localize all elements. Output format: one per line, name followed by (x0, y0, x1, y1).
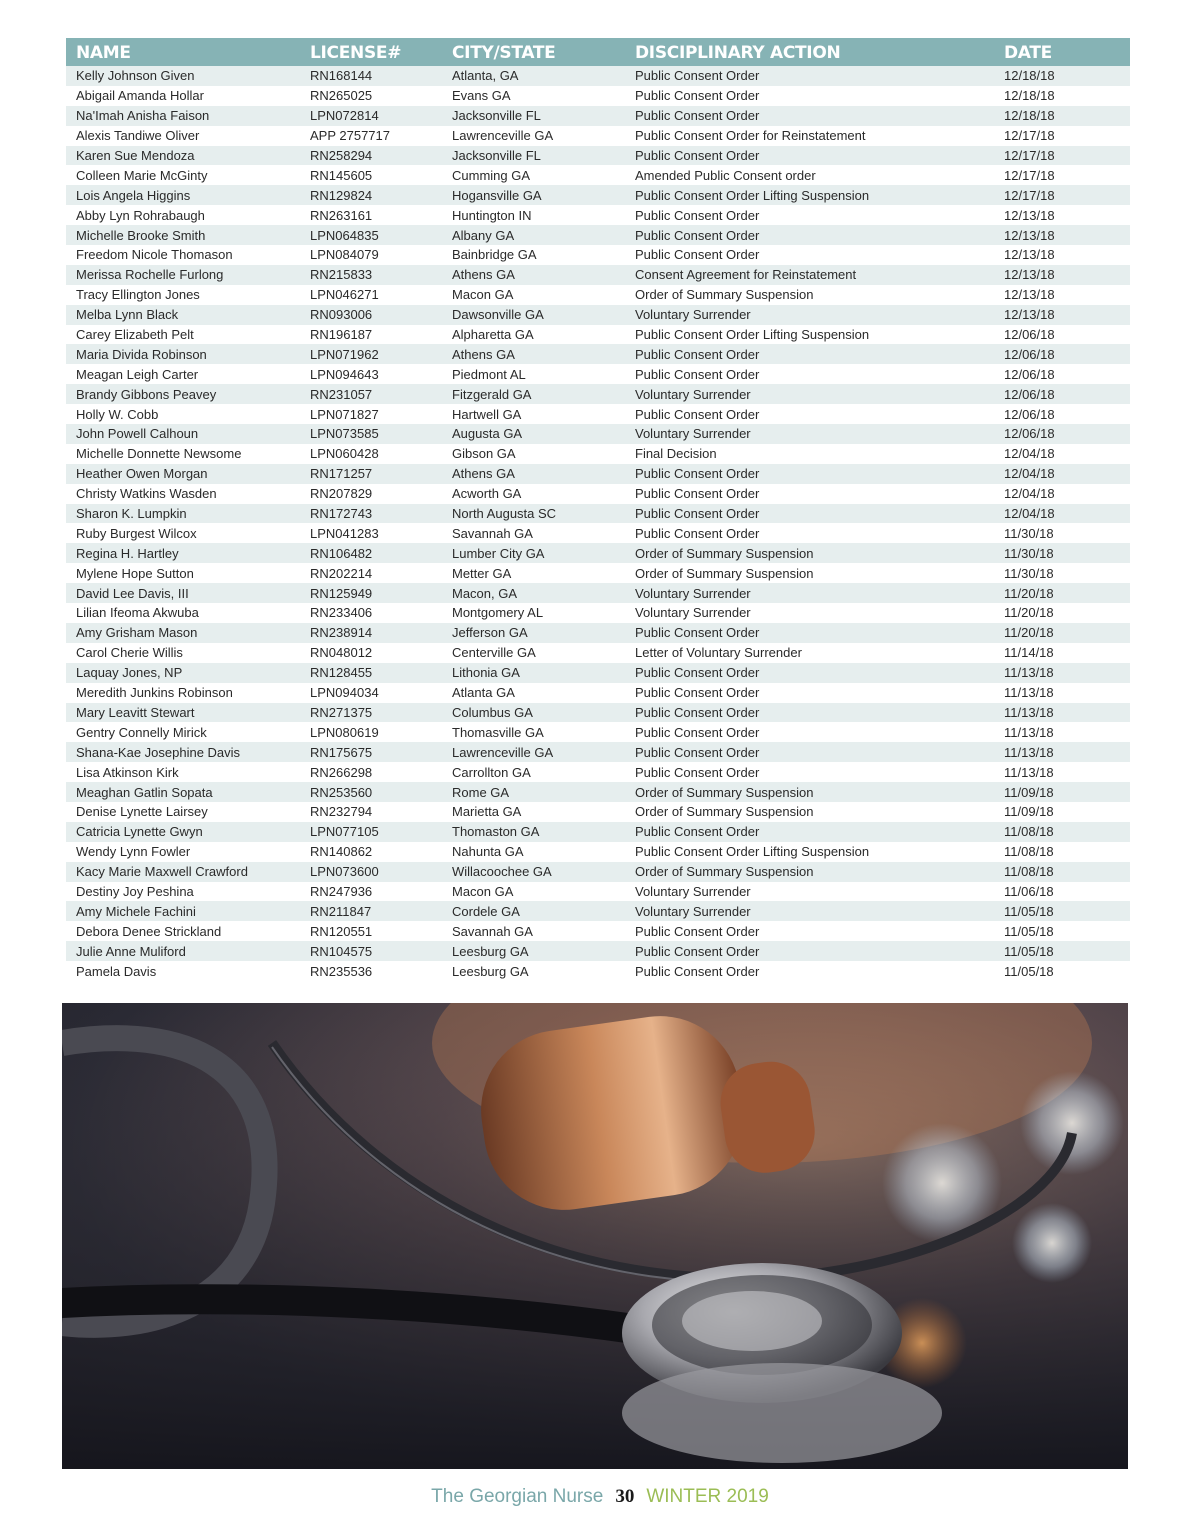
cell-disciplinary-action: Order of Summary Suspension (635, 545, 814, 561)
cell-city-state: Albany GA (452, 227, 515, 243)
cell-license: LPN073600 (310, 864, 379, 880)
cell-license: RN128455 (310, 665, 373, 681)
cell-date: 11/30/18 (1004, 525, 1054, 541)
cell-disciplinary-action: Public Consent Order (635, 108, 760, 124)
cell-city-state: Metter GA (452, 565, 512, 581)
cell-date: 11/14/18 (1004, 645, 1054, 661)
cell-disciplinary-action: Voluntary Surrender (635, 903, 751, 919)
cell-date: 12/04/18 (1004, 446, 1055, 462)
cell-date: 12/13/18 (1004, 207, 1055, 223)
table-row (66, 444, 1130, 464)
cell-name: Karen Sue Mendoza (76, 148, 195, 163)
cell-date: 11/05/18 (1004, 903, 1054, 919)
cell-date: 12/04/18 (1004, 506, 1055, 522)
cell-disciplinary-action: Public Consent Order (635, 704, 760, 720)
cell-city-state: Dawsonville GA (452, 307, 544, 323)
cell-disciplinary-action: Public Consent Order (635, 346, 760, 362)
cell-city-state: Lawrenceville GA (452, 128, 554, 144)
cell-disciplinary-action: Voluntary Surrender (635, 605, 751, 621)
cell-date: 11/30/18 (1004, 545, 1054, 561)
table-row (66, 703, 1130, 723)
cell-name: Meredith Junkins Robinson (76, 685, 233, 701)
issue-label: WINTER 2019 (646, 1486, 769, 1507)
cell-date: 12/06/18 (1004, 406, 1055, 422)
cell-disciplinary-action: Voluntary Surrender (635, 307, 751, 323)
cell-license: LPN094643 (310, 366, 379, 382)
cell-date: 11/20/18 (1004, 605, 1054, 621)
cell-city-state: Huntington IN (452, 207, 532, 223)
table-header (66, 38, 1130, 66)
table-row (66, 384, 1130, 404)
cell-date: 12/17/18 (1004, 148, 1055, 163)
table-row (66, 742, 1130, 762)
cell-name: Heather Owen Morgan (76, 466, 208, 482)
cell-name: Brandy Gibbons Peavey (76, 386, 217, 402)
cell-date: 12/06/18 (1004, 386, 1055, 402)
cell-name: Holly W. Cobb (76, 406, 159, 422)
cell-disciplinary-action: Public Consent Order (635, 227, 760, 243)
cell-name: Freedom Nicole Thomason (76, 247, 233, 263)
header-disciplinary-action: DISCIPLINARY ACTION (635, 43, 841, 63)
table-row (66, 185, 1130, 205)
cell-license: RN125949 (310, 585, 373, 601)
table-row (66, 941, 1130, 961)
cell-license: LPN073585 (310, 426, 379, 442)
cell-license: RN120551 (310, 923, 373, 939)
table-row (66, 583, 1130, 603)
cell-city-state: Hartwell GA (452, 406, 522, 422)
table-row (66, 106, 1130, 126)
cell-date: 12/06/18 (1004, 327, 1055, 343)
table-row (66, 961, 1130, 981)
cell-city-state: Athens GA (452, 267, 515, 283)
cell-city-state: Centerville GA (452, 645, 536, 661)
cell-disciplinary-action: Public Consent Order (635, 744, 760, 760)
cell-city-state: Jacksonville FL (452, 148, 541, 163)
cell-name: Gentry Connelly Mirick (76, 724, 207, 740)
table-row (66, 325, 1130, 345)
cell-city-state: Fitzgerald GA (452, 386, 532, 402)
cell-disciplinary-action: Public Consent Order for Reinstatement (635, 128, 866, 144)
table-row (66, 364, 1130, 384)
cell-date: 11/13/18 (1004, 744, 1054, 760)
cell-date: 12/18/18 (1004, 108, 1055, 124)
cell-license: RN106482 (310, 545, 373, 561)
cell-license: RN238914 (310, 625, 373, 641)
page-footer (0, 1486, 1200, 1508)
cell-city-state: Piedmont AL (452, 366, 526, 382)
cell-disciplinary-action: Order of Summary Suspension (635, 565, 814, 581)
table-row (66, 643, 1130, 663)
cell-license: LPN064835 (310, 227, 379, 243)
cell-city-state: Leesburg GA (452, 963, 529, 979)
cell-date: 11/20/18 (1004, 585, 1054, 601)
cell-city-state: North Augusta SC (452, 506, 557, 522)
table-row (66, 663, 1130, 683)
cell-city-state: Leesburg GA (452, 943, 529, 959)
cell-name: Laquay Jones, NP (76, 665, 183, 681)
gavel-stethoscope-photo (62, 1003, 1128, 1469)
cell-city-state: Macon GA (452, 287, 514, 303)
cell-city-state: Atlanta GA (452, 685, 515, 701)
cell-license: RN140862 (310, 844, 373, 860)
cell-disciplinary-action: Public Consent Order (635, 764, 760, 780)
cell-city-state: Savannah GA (452, 923, 533, 939)
cell-disciplinary-action: Public Consent Order (635, 665, 760, 681)
cell-city-state: Cumming GA (452, 167, 531, 183)
table-row (66, 623, 1130, 643)
cell-disciplinary-action: Public Consent Order (635, 466, 760, 482)
cell-date: 12/13/18 (1004, 227, 1055, 243)
cell-disciplinary-action: Letter of Voluntary Surrender (635, 645, 802, 661)
cell-license: RN048012 (310, 645, 373, 661)
cell-license: LPN084079 (310, 247, 379, 263)
cell-date: 12/04/18 (1004, 466, 1055, 482)
page-number: 30 (615, 1486, 635, 1507)
cell-name: Meaghan Gatlin Sopata (76, 784, 213, 800)
table-row (66, 683, 1130, 703)
cell-city-state: Augusta GA (452, 426, 523, 442)
cell-name: Sharon K. Lumpkin (76, 506, 187, 522)
cell-license: LPN077105 (310, 824, 379, 840)
table-row (66, 762, 1130, 782)
table-row (66, 146, 1130, 166)
cell-license: RN233406 (310, 605, 373, 621)
table-row (66, 842, 1130, 862)
cell-date: 11/20/18 (1004, 625, 1054, 641)
cell-license: RN265025 (310, 88, 373, 104)
cell-date: 11/13/18 (1004, 764, 1054, 780)
cell-disciplinary-action: Public Consent Order (635, 506, 760, 522)
table-row (66, 66, 1130, 86)
table-row (66, 245, 1130, 265)
cell-disciplinary-action: Public Consent Order (635, 366, 760, 382)
cell-disciplinary-action: Voluntary Surrender (635, 386, 751, 402)
cell-name: Tracy Ellington Jones (76, 287, 200, 303)
cell-license: LPN072814 (310, 108, 379, 124)
cell-name: Pamela Davis (76, 963, 157, 979)
table-row (66, 782, 1130, 802)
cell-city-state: Columbus GA (452, 704, 533, 720)
cell-date: 11/05/18 (1004, 943, 1054, 959)
cell-license: RN211847 (310, 903, 372, 919)
cell-disciplinary-action: Public Consent Order (635, 247, 760, 263)
table-row (66, 563, 1130, 583)
cell-city-state: Acworth GA (452, 486, 522, 502)
cell-date: 12/06/18 (1004, 426, 1055, 442)
cell-city-state: Nahunta GA (452, 844, 524, 860)
cell-disciplinary-action: Public Consent Order (635, 625, 760, 641)
cell-name: Destiny Joy Peshina (76, 883, 194, 899)
table-row (66, 802, 1130, 822)
cell-disciplinary-action: Public Consent Order Lifting Suspension (635, 844, 870, 860)
table-row (66, 126, 1130, 146)
cell-city-state: Jefferson GA (452, 625, 528, 641)
header-name: NAME (76, 43, 131, 63)
table-row (66, 603, 1130, 623)
cell-license: RN104575 (310, 943, 373, 959)
table-row (66, 921, 1130, 941)
table-row (66, 722, 1130, 742)
cell-date: 11/13/18 (1004, 724, 1054, 740)
cell-name: Mary Leavitt Stewart (76, 704, 195, 720)
cell-date: 12/17/18 (1004, 128, 1055, 144)
cell-date: 11/30/18 (1004, 565, 1054, 581)
cell-name: Amy Michele Fachini (76, 903, 196, 919)
cell-disciplinary-action: Order of Summary Suspension (635, 784, 814, 800)
cell-date: 12/18/18 (1004, 68, 1055, 84)
cell-date: 12/17/18 (1004, 187, 1055, 203)
cell-disciplinary-action: Public Consent Order (635, 525, 760, 541)
cell-license: RN171257 (310, 466, 373, 482)
cell-date: 12/06/18 (1004, 366, 1055, 382)
cell-name: Mylene Hope Sutton (76, 565, 194, 581)
cell-date: 12/17/18 (1004, 167, 1055, 183)
table-row (66, 225, 1130, 245)
cell-license: RN271375 (310, 704, 373, 720)
cell-name: Maria Divida Robinson (76, 346, 207, 362)
cell-name: Amy Grisham Mason (76, 625, 198, 641)
cell-city-state: Macon GA (452, 883, 514, 899)
cell-date: 11/13/18 (1004, 704, 1054, 720)
table-row (66, 165, 1130, 185)
cell-city-state: Hogansville GA (452, 187, 542, 203)
cell-license: LPN041283 (310, 525, 379, 541)
table-row (66, 424, 1130, 444)
cell-name: Denise Lynette Lairsey (76, 804, 208, 820)
cell-name: Lisa Atkinson Kirk (76, 764, 179, 780)
cell-license: RN172743 (310, 506, 373, 522)
cell-license: RN263161 (310, 207, 373, 223)
cell-disciplinary-action: Consent Agreement for Reinstatement (635, 267, 857, 283)
cell-license: APP 2757717 (310, 128, 390, 144)
cell-license: RN215833 (310, 267, 373, 283)
table-row (66, 901, 1130, 921)
cell-disciplinary-action: Public Consent Order (635, 923, 760, 939)
cell-date: 11/05/18 (1004, 923, 1054, 939)
cell-date: 11/09/18 (1004, 784, 1054, 800)
table-row (66, 543, 1130, 563)
cell-date: 12/06/18 (1004, 346, 1055, 362)
cell-date: 12/18/18 (1004, 88, 1055, 104)
cell-disciplinary-action: Public Consent Order (635, 685, 760, 701)
cell-disciplinary-action: Order of Summary Suspension (635, 864, 814, 880)
cell-name: Lois Angela Higgins (76, 187, 191, 203)
cell-license: LPN071827 (310, 406, 379, 422)
cell-city-state: Rome GA (452, 784, 510, 800)
table-row (66, 86, 1130, 106)
cell-license: RN145605 (310, 167, 373, 183)
cell-city-state: Athens GA (452, 346, 515, 362)
table-row (66, 305, 1130, 325)
table-row (66, 523, 1130, 543)
cell-license: RN235536 (310, 963, 373, 979)
table-row (66, 464, 1130, 484)
cell-name: Melba Lynn Black (76, 307, 179, 323)
cell-city-state: Lawrenceville GA (452, 744, 554, 760)
table-body (66, 66, 1130, 981)
cell-disciplinary-action: Public Consent Order (635, 88, 760, 104)
header-city-state: CITY/STATE (452, 43, 556, 63)
cell-date: 12/04/18 (1004, 486, 1055, 502)
cell-disciplinary-action: Public Consent Order (635, 148, 760, 163)
cell-name: Christy Watkins Wasden (76, 486, 217, 502)
cell-name: Abby Lyn Rohrabaugh (76, 207, 205, 223)
cell-city-state: Lumber City GA (452, 545, 545, 561)
cell-disciplinary-action: Public Consent Order (635, 68, 760, 84)
cell-disciplinary-action: Public Consent Order (635, 943, 760, 959)
cell-disciplinary-action: Public Consent Order (635, 724, 760, 740)
cell-city-state: Gibson GA (452, 446, 516, 462)
cell-disciplinary-action: Order of Summary Suspension (635, 287, 814, 303)
cell-name: Na'Imah Anisha Faison (76, 108, 210, 124)
table-row (66, 265, 1130, 285)
cell-name: Meagan Leigh Carter (76, 366, 199, 382)
cell-name: Colleen Marie McGinty (76, 167, 208, 183)
cell-license: RN253560 (310, 784, 373, 800)
publication-name: The Georgian Nurse (431, 1486, 604, 1507)
cell-disciplinary-action: Voluntary Surrender (635, 426, 751, 442)
cell-date: 11/09/18 (1004, 804, 1054, 820)
cell-city-state: Willacoochee GA (452, 864, 552, 880)
cell-disciplinary-action: Public Consent Order Lifting Suspension (635, 327, 870, 343)
cell-name: Regina H. Hartley (76, 545, 179, 561)
cell-license: LPN046271 (310, 287, 379, 303)
cell-disciplinary-action: Amended Public Consent order (635, 167, 816, 183)
cell-name: Julie Anne Muliford (76, 943, 186, 959)
cell-name: Michelle Donnette Newsome (76, 446, 242, 462)
header-license: LICENSE# (310, 43, 402, 63)
cell-city-state: Thomasville GA (452, 724, 544, 740)
cell-disciplinary-action: Voluntary Surrender (635, 883, 751, 899)
cell-name: Merissa Rochelle Furlong (76, 267, 224, 283)
cell-name: Ruby Burgest Wilcox (76, 525, 197, 541)
cell-name: David Lee Davis, III (76, 585, 189, 601)
cell-name: Kelly Johnson Given (76, 68, 195, 84)
cell-name: Debora Denee Strickland (76, 923, 222, 939)
cell-license: LPN080619 (310, 724, 379, 740)
cell-license: RN231057 (310, 386, 373, 402)
cell-license: RN129824 (310, 187, 373, 203)
table-row (66, 504, 1130, 524)
cell-disciplinary-action: Final Decision (635, 446, 717, 462)
cell-city-state: Montgomery AL (452, 605, 544, 621)
gavel-stethoscope-illustration (62, 1003, 1128, 1469)
cell-disciplinary-action: Public Consent Order (635, 486, 760, 502)
cell-license: RN196187 (310, 327, 373, 343)
table-row (66, 285, 1130, 305)
cell-city-state: Lithonia GA (452, 665, 520, 681)
cell-name: Shana-Kae Josephine Davis (76, 744, 241, 760)
cell-license: RN258294 (310, 148, 373, 163)
cell-city-state: Cordele GA (452, 903, 520, 919)
cell-date: 12/13/18 (1004, 307, 1055, 323)
table-row (66, 205, 1130, 225)
cell-license: RN202214 (310, 565, 373, 581)
cell-disciplinary-action: Public Consent Order (635, 963, 760, 979)
cell-disciplinary-action: Public Consent Order Lifting Suspension (635, 187, 870, 203)
cell-date: 11/05/18 (1004, 963, 1054, 979)
cell-city-state: Carrollton GA (452, 764, 531, 780)
cell-city-state: Marietta GA (452, 804, 522, 820)
table-row (66, 862, 1130, 882)
table-row (66, 344, 1130, 364)
cell-license: RN232794 (310, 804, 373, 820)
cell-city-state: Macon, GA (452, 585, 518, 601)
cell-city-state: Jacksonville FL (452, 108, 541, 124)
cell-license: RN093006 (310, 307, 373, 323)
cell-disciplinary-action: Public Consent Order (635, 207, 760, 223)
cell-date: 12/13/18 (1004, 247, 1055, 263)
cell-name: Lilian Ifeoma Akwuba (76, 605, 199, 621)
cell-name: Michelle Brooke Smith (76, 227, 206, 243)
cell-date: 11/08/18 (1004, 844, 1054, 860)
cell-disciplinary-action: Voluntary Surrender (635, 585, 751, 601)
cell-date: 11/08/18 (1004, 864, 1054, 880)
cell-license: RN247936 (310, 883, 373, 899)
cell-name: Wendy Lynn Fowler (76, 844, 191, 860)
cell-city-state: Savannah GA (452, 525, 533, 541)
cell-name: Abigail Amanda Hollar (76, 88, 204, 104)
table-row (66, 484, 1130, 504)
cell-date: 12/13/18 (1004, 287, 1055, 303)
cell-city-state: Athens GA (452, 466, 515, 482)
cell-license: LPN060428 (310, 446, 379, 462)
cell-city-state: Bainbridge GA (452, 247, 537, 263)
cell-date: 11/06/18 (1004, 883, 1054, 899)
cell-name: Alexis Tandiwe Oliver (76, 128, 200, 144)
cell-name: Catricia Lynette Gwyn (76, 824, 203, 840)
cell-disciplinary-action: Order of Summary Suspension (635, 804, 814, 820)
cell-license: RN168144 (310, 68, 373, 84)
cell-city-state: Thomaston GA (452, 824, 540, 840)
cell-disciplinary-action: Public Consent Order (635, 406, 760, 422)
cell-name: Kacy Marie Maxwell Crawford (76, 864, 248, 880)
table-row (66, 882, 1130, 902)
cell-name: Carey Elizabeth Pelt (76, 327, 194, 343)
header-date: DATE (1004, 43, 1052, 63)
cell-date: 11/08/18 (1004, 824, 1054, 840)
cell-disciplinary-action: Public Consent Order (635, 824, 760, 840)
cell-license: LPN071962 (310, 346, 379, 362)
cell-license: RN175675 (310, 744, 373, 760)
cell-license: RN266298 (310, 764, 373, 780)
cell-license: RN207829 (310, 486, 373, 502)
cell-date: 11/13/18 (1004, 685, 1054, 701)
cell-date: 12/13/18 (1004, 267, 1055, 283)
cell-license: LPN094034 (310, 685, 379, 701)
cell-date: 11/13/18 (1004, 665, 1054, 681)
cell-city-state: Evans GA (452, 88, 511, 104)
cell-city-state: Atlanta, GA (452, 68, 519, 84)
cell-name: Carol Cherie Willis (76, 645, 183, 661)
cell-name: John Powell Calhoun (76, 426, 199, 442)
disciplinary-actions-table (66, 38, 1130, 981)
table-row (66, 822, 1130, 842)
table-row (66, 404, 1130, 424)
cell-city-state: Alpharetta GA (452, 327, 534, 343)
